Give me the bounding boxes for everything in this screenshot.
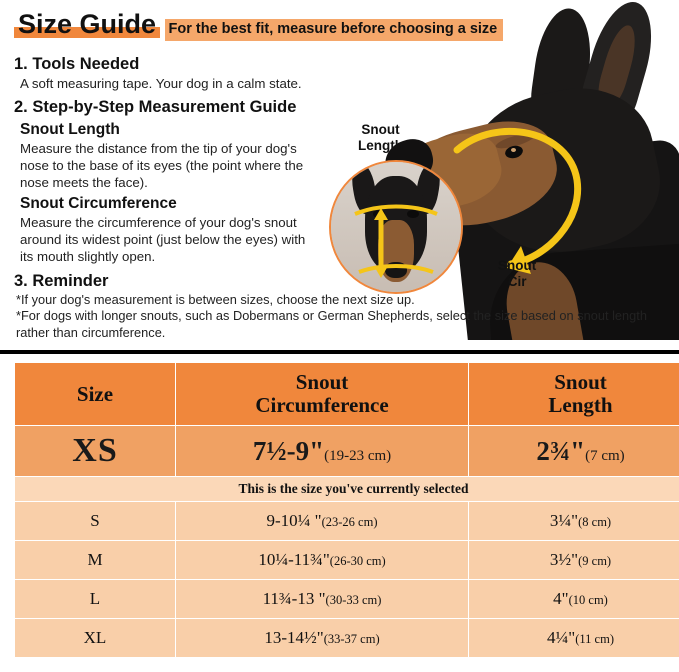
cell-circumference-l xyxy=(176,580,469,619)
section-3-heading: 3. Reminder xyxy=(14,271,109,290)
cell-circumference-m-cm: (26-30 cm) xyxy=(329,554,386,569)
size-table xyxy=(14,362,679,658)
table-row-selected[interactable] xyxy=(15,426,679,477)
cell-length-xl xyxy=(469,619,679,658)
header xyxy=(0,0,679,41)
cell-circumference-m-inches: 10¼-11¾" xyxy=(258,550,330,570)
cell-circumference-xl xyxy=(176,619,469,658)
section-1-heading: 1. Tools Needed xyxy=(14,55,140,74)
cell-size-xs: XS xyxy=(15,426,176,477)
header-circ-line1: Snout xyxy=(295,370,349,394)
cell-length-l-inches: 4" xyxy=(553,589,569,609)
cell-circumference-l-cm: (30-33 cm) xyxy=(325,593,382,608)
cell-length-s-inches: 3¼" xyxy=(549,511,579,531)
cell-length-xs-cm: (7 cm) xyxy=(585,447,625,464)
cell-length-xl-inches: 4¼" xyxy=(547,628,576,648)
cell-length-m-cm: (9 cm) xyxy=(578,554,612,569)
header-snout-length xyxy=(469,363,679,426)
size-table-head xyxy=(15,363,679,426)
cell-length-l xyxy=(469,580,679,619)
cell-circumference-m xyxy=(176,541,469,580)
snout-circumference-body: Measure the circumference of your dog's snout around its widest point (just below the eyes) with its mouth slightly open. xyxy=(20,215,306,265)
cell-length-xs-inches: 2¾" xyxy=(536,435,586,466)
table-row[interactable] xyxy=(15,580,679,619)
snout-length-label-line1: Snout xyxy=(361,122,400,137)
cell-length-xs xyxy=(469,426,679,477)
table-row[interactable] xyxy=(15,619,679,658)
snout-length-label xyxy=(358,122,403,153)
snout-length-body: Measure the distance from the tip of your dog's nose to the base of its eyes (the point where the nose meets the face). xyxy=(20,141,304,191)
page-subtitle: For the best fit, measure before choosing a size xyxy=(165,19,504,41)
table-row[interactable] xyxy=(15,541,679,580)
cell-circumference-xs-cm: (19-23 cm) xyxy=(324,447,392,464)
snout-circumference-heading: Snout Circumference xyxy=(20,195,177,213)
table-header-row xyxy=(15,363,679,426)
snout-cir-label-line1: Snout xyxy=(498,258,537,273)
cell-circumference-l-inches: 11¾-13 " xyxy=(262,589,326,609)
header-circ-line2: Circumference xyxy=(255,393,389,418)
cell-size-xl: XL xyxy=(15,619,176,658)
header-size: Size xyxy=(15,363,176,426)
cell-size-m: M xyxy=(15,541,176,580)
reminder-note-1: *If your dog's measurement is between sizes, choose the next size up. xyxy=(16,291,415,307)
cell-circumference-xl-inches: 13-14½" xyxy=(264,628,324,648)
cell-circumference-s-inches: 9-10¼ " xyxy=(266,511,322,531)
size-table-body xyxy=(15,426,679,658)
snout-circumference-label xyxy=(498,258,536,289)
header-len-line2: Length xyxy=(548,393,613,418)
cell-circumference-xl-cm: (33-37 cm) xyxy=(323,632,380,647)
reminder-note-2: *For dogs with longer snouts, such as Dobermans or German Shepherds, select the size based on snout length rather than circumference. xyxy=(16,308,647,340)
cell-length-xl-cm: (11 cm) xyxy=(575,632,614,647)
selected-size-note-row xyxy=(15,477,679,502)
section-2-heading: 2. Step-by-Step Measurement Guide xyxy=(14,98,297,117)
header-snout-circumference xyxy=(176,363,469,426)
cell-circumference-xs-inches: 7½-9" xyxy=(252,435,325,466)
cell-size-l: L xyxy=(15,580,176,619)
table-row[interactable] xyxy=(15,502,679,541)
size-table-wrapper xyxy=(14,362,665,658)
cell-length-s-cm: (8 cm) xyxy=(578,515,612,530)
section-1-body: A soft measuring tape. Your dog in a calm state. xyxy=(20,76,302,92)
page-title-text: Size Guide xyxy=(18,9,157,39)
section-divider xyxy=(0,350,679,354)
cell-length-m xyxy=(469,541,679,580)
header-len-line1: Snout xyxy=(554,370,607,394)
snout-length-heading: Snout Length xyxy=(20,121,120,139)
page-title xyxy=(14,10,160,40)
instructions xyxy=(0,41,679,341)
cell-length-m-inches: 3½" xyxy=(549,550,579,570)
cell-size-s: S xyxy=(15,502,176,541)
snout-cir-label-line2: Cir xyxy=(507,273,527,289)
cell-length-s xyxy=(469,502,679,541)
cell-circumference-s-cm: (23-26 cm) xyxy=(321,515,378,530)
selected-size-note: This is the size you've currently selected xyxy=(15,477,679,502)
cell-circumference-xs xyxy=(176,426,469,477)
cell-circumference-s xyxy=(176,502,469,541)
cell-length-l-cm: (10 cm) xyxy=(568,593,608,608)
snout-length-label-line2: Length xyxy=(358,137,403,153)
